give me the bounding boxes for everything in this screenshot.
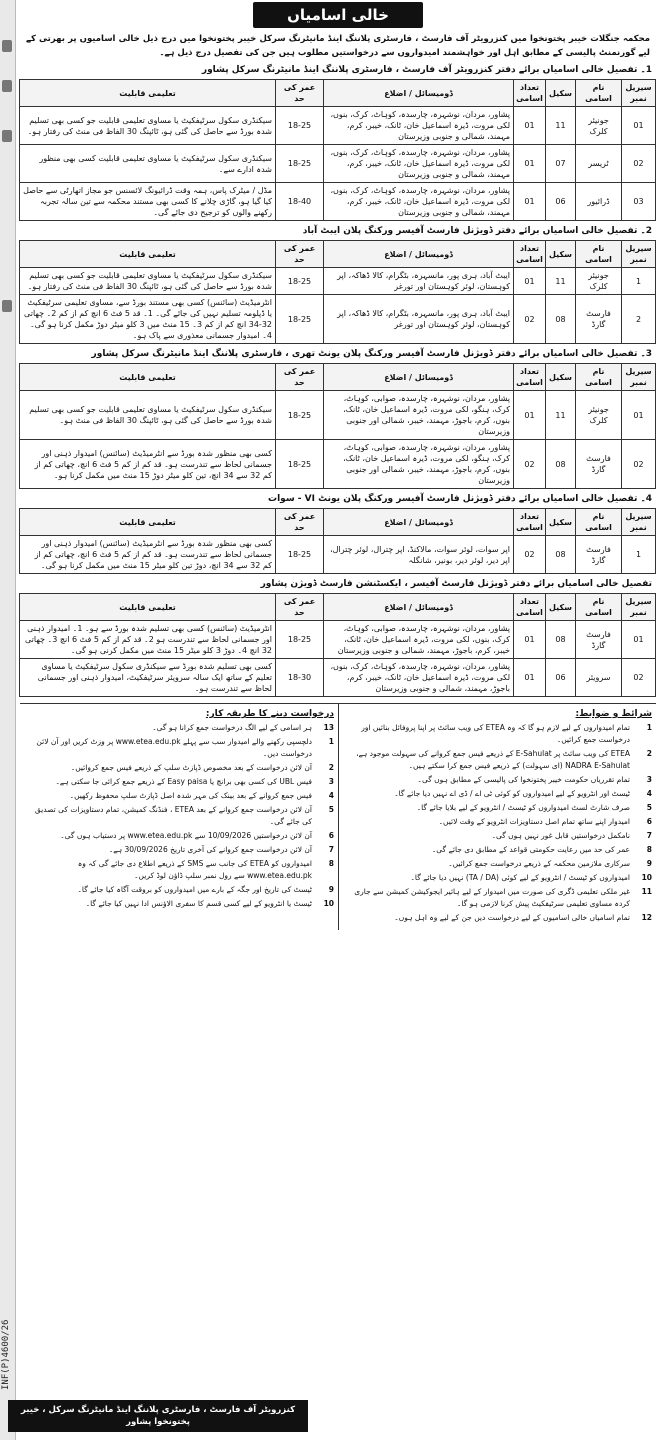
column-header-domicile: ڈومیسائل / اضلاع [324,241,514,268]
item-number: 2 [328,763,334,772]
list-item [24,898,334,910]
column-header-qualification: تعلیمی قابلیت [20,364,276,391]
item-number: 8 [328,859,334,868]
item-text: امیدواروں کو ٹیسٹ / انٹرویو کے لیے کوئی (TA / DA) نہیں دیا جائے گا۔ [410,873,630,882]
item-text: ٹیسٹ کی تاریخ اور جگہ کے بارے میں امیدواروں کو بروقت آگاہ کیا جائے گا۔ [77,885,312,894]
issuing-office: کنزرویٹر آف فارسٹ ، فارسٹری پلاننگ اینڈ مانیٹرنگ سرکل ، خیبر پختونخوا پشاور [8,1400,308,1432]
column-header-post: نام اسامی [576,594,622,621]
cell-count: 02 [514,295,546,344]
list-item [24,722,334,734]
cell-serial: 1 [622,536,656,574]
item-text: آن لائن درخواست کے بعد مخصوص ڈپازٹ سلپ کے ذریعے فیس جمع کروائیں۔ [70,763,312,772]
cell-domicile: پشاور، مردان، نوشہرہ، چارسدہ، صوابی، کوہاٹ، کرک، ہنگو، لکی مروت، ڈیرہ اسماعیل خان، ٹانک، بنوں، کرم، باجوڑ، مہمند، خیبر، شمالی اور جنوبی وزیرستان [324,440,514,489]
cell-domicile: پشاور، مردان، نوشہرہ، چارسدہ، کوہاٹ، کرک، بنوں، لکی مروت، ڈیرہ اسماعیل خان، ٹانک، خیبر، کرم، مہمند، شمالی و جنوبی وزیرستان [324,145,514,183]
cell-scale: 08 [546,440,576,489]
cell-age: 18-25 [276,536,324,574]
cell-scale: 07 [546,145,576,183]
procedure-list [24,722,334,910]
section-heading: 3۔ تفصیل خالی اسامیاں برائے دفتر ڈویژنل فارسٹ آفیسر ورکنگ پلان یونٹ تھری ، فارسٹری پلاننگ اینڈ مانیٹرنگ سرکل پشاور [91,349,652,359]
list-item [343,774,652,786]
column-header-domicile: ڈومیسائل / اضلاع [324,594,514,621]
column-header-scale: سکیل [546,509,576,536]
cell-scale: 08 [546,621,576,659]
item-text: سرکاری ملازمین محکمہ کے ذریعے درخواست جمع کرائیں۔ [448,859,630,868]
cell-age: 18-25 [276,391,324,440]
column-header-scale: سکیل [546,80,576,107]
item-number: 3 [328,777,334,786]
item-number: 8 [646,845,652,854]
table-row [20,295,656,344]
table-row [20,107,656,145]
cell-domicile: پشاور، مردان، نوشہرہ، چارسدہ، صوابی، کوہاٹ، کرک، بنوں، لکی مروت، ڈیرہ اسماعیل خان، ٹانک، خیبر، کرم، باجوڑ، مہمند، شمالی و جنوبی وزیرستان [324,621,514,659]
column-header-count: تعداد اسامی [514,241,546,268]
cell-count: 01 [514,107,546,145]
column-header-age: عمر کی حد [276,364,324,391]
procedure-column [20,704,338,930]
cell-age: 18-25 [276,295,324,344]
cell-domicile: پشاور، مردان، نوشہرہ، چارسدہ، کوہاٹ، کرک، بنوں، لکی مروت، ڈیرہ اسماعیل خان، ٹانک، خیبر، کرم، مہمند، شمالی و جنوبی وزیرستان [324,107,514,145]
cell-scale: 11 [546,268,576,295]
table-row [20,268,656,295]
column-header-post: نام اسامی [576,509,622,536]
item-number: 11 [641,887,652,896]
item-text: ہر اسامی کے لیے الگ درخواست جمع کرانا ہو گی۔ [152,723,312,732]
edge-mark [2,80,12,92]
cell-count: 01 [514,268,546,295]
column-header-count: تعداد اسامی [514,364,546,391]
conditions-title: شرائط و ضوابط: [575,709,652,719]
list-item [24,790,334,802]
column-header-serial: سیریل نمبر [622,509,656,536]
cell-count: 01 [514,145,546,183]
cell-serial: 02 [622,145,656,183]
list-item [24,736,334,760]
info-code: INF(P)4600/26 [1,1319,11,1390]
section-heading: تفصیل خالی اسامیاں برائے دفتر ڈویژنل فارسٹ آفیسر ، ایکسٹنشن فارسٹ ڈویژن پشاور [260,579,652,589]
cell-serial: 01 [622,621,656,659]
cell-serial: 02 [622,659,656,697]
cell-serial: 01 [622,391,656,440]
intro-paragraph: محکمہ جنگلات خیبر پختونخوا میں کنزرویٹر آف فارسٹ ، فارسٹری پلاننگ اینڈ مانیٹرنگ سرکل خیبر پختونخوا میں درج ذیل خالی اسامیوں پر بھرتی کے لیے گورنمنٹ پالیسی کے مطابق اہل اور خواہشمند امیدواروں سے درخواستیں مطلوب ہیں جن کی تفصیل درج ذیل ہے۔ [26,34,650,58]
column-header-scale: سکیل [546,241,576,268]
item-text: عمر کی حد میں رعایت حکومتی قواعد کے مطابق دی جائے گی۔ [431,845,630,854]
item-number: 7 [646,831,652,840]
item-text: تمام امیدواروں کے لیے لازم ہو گا کہ وہ ETEA کی ویب سائٹ پر اپنا پروفائل بنائیں اور درخواست جمع کرائیں۔ [361,723,630,744]
cell-serial: 2 [622,295,656,344]
cell-age: 18-25 [276,107,324,145]
item-text: تمام اسامیاں خالی اسامیوں کے لیے درخواست دیں جن کے لیے وہ اہل ہوں۔ [394,913,630,922]
cell-domicile: پشاور، مردان، نوشہرہ، چارسدہ، صوابی، کوہاٹ، کرک، ہنگو، لکی مروت، ڈیرہ اسماعیل خان، ٹانک، بنوں، کرم، باجوڑ، مہمند، خیبر، شمالی اور جنوبی وزیرستان [324,391,514,440]
table-header-row [20,594,656,621]
table-row [20,183,656,221]
item-number: 6 [328,831,334,840]
edge-mark [2,130,12,142]
cell-qualification: سیکنڈری سکول سرٹیفکیٹ یا مساوی تعلیمی قابلیت جو کسی بھی تسلیم شدہ بورڈ سے حاصل کی گئی ہو، ٹائپنگ 30 الفاظ فی منٹ کی رفتار ہو۔ [20,268,276,295]
item-text: ٹیسٹ اور انٹرویو کے لیے امیدواروں کو کوئی ٹی اے / ڈی اے نہیں دیا جائے گا۔ [394,789,630,798]
cell-age: 18-25 [276,440,324,489]
section-heading: 2۔ تفصیل خالی اسامیاں برائے دفتر ڈویژنل فارسٹ آفیسر ورکنگ پلان ایبٹ آباد [302,226,652,236]
column-header-count: تعداد اسامی [514,509,546,536]
item-number: 2 [646,749,652,758]
item-number: 1 [328,737,334,746]
column-header-age: عمر کی حد [276,241,324,268]
item-number: 5 [328,805,334,814]
cell-serial: 03 [622,183,656,221]
column-header-serial: سیریل نمبر [622,364,656,391]
table-row [20,145,656,183]
list-item [343,816,652,828]
cell-domicile: پشاور، مردان، نوشہرہ، چارسدہ، کوہاٹ، کرک، بنوں، لکی مروت، ڈیرہ اسماعیل خان، ٹانک، خیبر، کرم، باجوڑ، مہمند، شمالی و جنوبی وزیرستان [324,659,514,697]
vacancy-table [19,363,656,489]
item-text: نامکمل درخواستیں قابل غور نہیں ہوں گی۔ [491,831,630,840]
section-heading: 1۔ تفصیل خالی اسامیاں برائے دفتر کنزرویٹر آف فارسٹ ، فارسٹری پلاننگ اینڈ مانیٹرنگ سرکل پشاور [201,65,652,75]
table-header-row [20,80,656,107]
list-item [343,858,652,870]
cell-serial: 01 [622,107,656,145]
cell-qualification: کسی بھی منظور شدہ بورڈ سے انٹرمیڈیٹ (سائنس) امیدوار ذہنی اور جسمانی لحاظ سے تندرست ہو۔ قد کم از کم 5 فٹ 6 انچ، چھاتی کم از کم 32 سے 34 انچ، تین کلو میٹر دوڑ 15 منٹ میں مکمل کرنا ہو۔ [20,440,276,489]
cell-scale: 08 [546,536,576,574]
column-header-serial: سیریل نمبر [622,80,656,107]
cell-scale: 11 [546,107,576,145]
cell-scale: 08 [546,295,576,344]
advertisement-page [20,0,656,1440]
cell-domicile: اپر سوات، لوئر سوات، مالاکنڈ، اپر چترال، لوئر چترال، اپر دیر، لوئر دیر، بونیر، شانگلہ [324,536,514,574]
list-item [343,912,652,924]
item-text: آن لائن درخواست جمع کروانے کے بعد ETEA ، فنڈنگ کمیشن، تمام دستاویزات کی تصدیق کی جائے گی۔ [34,805,312,826]
conditions-list [343,722,652,924]
item-number: 10 [323,899,334,908]
cell-post: فارسٹ گارڈ [576,440,622,489]
column-header-serial: سیریل نمبر [622,594,656,621]
cell-count: 02 [514,536,546,574]
cell-qualification: کسی بھی منظور شدہ بورڈ سے انٹرمیڈیٹ (سائنس) امیدوار ذہنی اور جسمانی لحاظ سے تندرست ہو۔ قد کم از کم 5 فٹ 6 انچ، چھاتی کم از کم 32 سے 34 انچ، دوڑ تین کلو میٹر 15 منٹ میں مکمل کرنا ہو گی۔ [20,536,276,574]
table-row [20,659,656,697]
cell-qualification: کسی بھی تسلیم شدہ بورڈ سے سیکنڈری سکول سرٹیفکیٹ یا مساوی تعلیم کے ساتھ ایک سالہ سرویئر سرٹیفکیٹ، امیدوار ذہنی اور جسمانی لحاظ سے تندرست ہو۔ [20,659,276,697]
list-item [343,830,652,842]
item-number: 9 [328,885,334,894]
cell-post: ٹریسر [576,145,622,183]
column-header-qualification: تعلیمی قابلیت [20,80,276,107]
item-text: تمام تقرریاں حکومت خیبر پختونخوا کی پالیسی کے مطابق ہوں گی۔ [417,775,630,784]
column-header-qualification: تعلیمی قابلیت [20,509,276,536]
list-item [24,884,334,896]
item-number: 13 [323,723,334,732]
cell-age: 18-40 [276,183,324,221]
column-header-post: نام اسامی [576,364,622,391]
item-text: صرف شارٹ لسٹ امیدواروں کو ٹیسٹ / انٹرویو کے لیے بلایا جائے گا۔ [416,803,630,812]
cell-post: سرویئر [576,659,622,697]
cell-post: فارسٹ گارڈ [576,536,622,574]
list-item [24,830,334,842]
list-item [343,788,652,800]
table-header-row [20,509,656,536]
cell-age: 18-25 [276,268,324,295]
procedure-title: درخواست دینے کا طریقہ کار: [205,709,334,719]
page-title: خالی اسامیاں [253,2,423,28]
cell-count: 01 [514,659,546,697]
list-item [24,804,334,828]
cell-scale: 06 [546,659,576,697]
vacancy-table [19,593,656,697]
column-header-qualification: تعلیمی قابلیت [20,594,276,621]
item-number: 4 [328,791,334,800]
conditions-column [338,704,656,930]
notes-area [20,703,656,930]
item-number: 10 [641,873,652,882]
cell-post: جونیئر کلرک [576,107,622,145]
cell-count: 01 [514,391,546,440]
item-number: 6 [646,817,652,826]
item-number: 7 [328,845,334,854]
cell-post: فارسٹ گارڈ [576,621,622,659]
table-row [20,621,656,659]
column-header-domicile: ڈومیسائل / اضلاع [324,509,514,536]
cell-scale: 11 [546,391,576,440]
list-item [343,844,652,856]
cell-qualification: سیکنڈری سکول سرٹیفکیٹ یا مساوی تعلیمی قابلیت جو کسی بھی تسلیم شدہ بورڈ سے حاصل کی گئی ہو، ٹائپنگ 30 الفاظ فی منٹ کی رفتار ہو۔ [20,107,276,145]
column-header-post: نام اسامی [576,80,622,107]
item-number: 1 [646,723,652,732]
vacancy-table [19,508,656,574]
edge-mark [2,40,12,52]
vacancy-table [19,79,656,221]
cell-post: فارسٹ گارڈ [576,295,622,344]
list-item [343,886,652,910]
list-item [24,858,334,882]
table-header-row [20,364,656,391]
item-number: 4 [646,789,652,798]
item-text: فیس جمع کروانے کے بعد بینک کی مہر شدہ اصل ڈپازٹ سلپ محفوظ رکھیں۔ [69,791,312,800]
item-text: ETEA کی ویب سائٹ پر E-Sahulat کے ذریعے فیس جمع کروانے کی سہولت موجود ہے، NADRA E-Sahulat (ای سہولت) کے ذریعے فیس جمع کرا سکتے ہیں۔ [356,749,630,770]
list-item [24,776,334,788]
item-text: امیدواروں کو ETEA کی جانب سے SMS کے ذریعے اطلاع دی جائے گی کہ وہ www.etea.edu.pk سے رول نمبر سلپ ڈاؤن لوڈ کریں۔ [77,859,312,880]
item-text: آن لائن درخواست جمع کروانے کی آخری تاریخ 30/09/2026 ہے۔ [108,845,312,854]
cell-age: 18-25 [276,621,324,659]
column-header-domicile: ڈومیسائل / اضلاع [324,80,514,107]
cell-qualification: سیکنڈری سکول سرٹیفکیٹ یا مساوی تعلیمی قابلیت کسی بھی منظور شدہ ادارے سے۔ [20,145,276,183]
column-header-post: نام اسامی [576,241,622,268]
column-header-domicile: ڈومیسائل / اضلاع [324,364,514,391]
cell-age: 18-25 [276,145,324,183]
edge-mark [2,300,12,312]
column-header-age: عمر کی حد [276,509,324,536]
vacancy-table [19,240,656,344]
item-text: ٹیسٹ یا انٹرویو کے لیے کسی قسم کا سفری الاؤنس ادا نہیں کیا جائے گا۔ [85,899,312,908]
cell-post: جونیئر کلرک [576,391,622,440]
column-header-count: تعداد اسامی [514,594,546,621]
column-header-serial: سیریل نمبر [622,241,656,268]
cell-domicile: ایبٹ آباد، ہری پور، مانسہرہ، بٹگرام، کالا ڈھاکہ، اپر کوہستان، لوئر کوہستان اور تورغر [324,268,514,295]
item-number: 5 [646,803,652,812]
table-header-row [20,241,656,268]
cell-qualification: مڈل / میٹرک پاس، ہمہ وقت ڈرائیونگ لائسنس جو مجاز اتھارٹی سے حاصل کیا گیا ہو، گاڑی چلانے کا کسی بھی مستند محکمہ سے تین سالہ تجربہ رکھنے والوں کو ترجیح دی جائے گی۔ [20,183,276,221]
list-item [343,802,652,814]
item-text: دلچسپی رکھنے والے امیدوار سب سے پہلے www.etea.edu.pk پر وزٹ کریں اور آن لائن درخواست دیں۔ [36,737,312,758]
item-number: 12 [641,913,652,922]
table-row [20,536,656,574]
column-header-age: عمر کی حد [276,80,324,107]
item-number: 3 [646,775,652,784]
cell-domicile: ایبٹ آباد، ہری پور، مانسہرہ، بٹگرام، کالا ڈھاکہ، اپر کوہستان، لوئر کوہستان اور تورغر [324,295,514,344]
item-text: امیدوار اپنے ساتھ تمام اصل دستاویزات انٹرویو کے وقت لائیں۔ [438,817,630,826]
cell-domicile: پشاور، مردان، نوشہرہ، چارسدہ، کوہاٹ، کرک، بنوں، لکی مروت، ڈیرہ اسماعیل خان، ٹانک، خیبر، کرم، مہمند، شمالی و جنوبی وزیرستان [324,183,514,221]
cell-qualification: انٹرمیڈیٹ (سائنس) کسی بھی تسلیم شدہ بورڈ سے ہو۔ 1۔ امیدوار ذہنی اور جسمانی لحاظ سے تندرست ہو 2۔ قد کم از کم 5 فٹ 6 انچ 3۔ چھاتی 32 انچ 4۔ دوڑ 3 کلو میٹر 15 منٹ میں مکمل کرنی ہو گی۔ [20,621,276,659]
cell-count: 01 [514,183,546,221]
column-header-count: تعداد اسامی [514,80,546,107]
list-item [343,722,652,746]
column-header-age: عمر کی حد [276,594,324,621]
column-header-scale: سکیل [546,364,576,391]
column-header-scale: سکیل [546,594,576,621]
item-text: فیس UBL کی کسی بھی برانچ یا Easy paisa کے ذریعے جمع کرائی جا سکتی ہے۔ [55,777,312,786]
list-item [24,844,334,856]
table-row [20,391,656,440]
cell-count: 01 [514,621,546,659]
cell-post: جونیئر کلرک [576,268,622,295]
item-number: 9 [646,859,652,868]
cell-qualification: سیکنڈری سکول سرٹیفکیٹ یا مساوی تعلیمی قابلیت جو کسی بھی تسلیم شدہ بورڈ سے حاصل کی گئی ہو، ٹائپنگ 30 الفاظ فی منٹ ہو۔ [20,391,276,440]
cell-qualification: انٹرمیڈیٹ (سائنس) کسی بھی مستند بورڈ سے، مساوی تعلیمی سرٹیفکیٹ یا ڈپلومہ تسلیم نہیں کی جائے گی۔ 1۔ قد 5 فٹ 6 انچ کم از کم 2۔ چھاتی 32-34 انچ کم از کم 3۔ 15 منٹ میں 3 کلو میٹر دوڑ مکمل کرنا ہو گی۔ 4۔ امیدوار جسمانی معذوری سے پاک ہو۔ [20,295,276,344]
cell-count: 02 [514,440,546,489]
section-heading: 4۔ تفصیل خالی اسامیاں برائے دفتر ڈویژنل فارسٹ آفیسر ورکنگ پلان یونٹ VI - سوات [268,494,652,504]
cell-scale: 06 [546,183,576,221]
list-item [343,872,652,884]
list-item [24,762,334,774]
list-item [343,748,652,772]
item-text: غیر ملکی تعلیمی ڈگری کی صورت میں امیدوار کے لیے ہائیر ایجوکیشن کمیشن سے جاری کردہ مساوی تعلیمی سرٹیفکیٹ پیش کرنا لازمی ہو گا۔ [354,887,630,908]
sections-container [20,64,656,697]
cell-age: 18-30 [276,659,324,697]
table-row [20,440,656,489]
column-header-qualification: تعلیمی قابلیت [20,241,276,268]
cell-serial: 1 [622,268,656,295]
cell-post: ڈرائیور [576,183,622,221]
item-text: آن لائن درخواستیں 10/09/2026 سے www.etea.edu.pk پر دستیاب ہوں گی۔ [60,831,312,840]
cell-serial: 02 [622,440,656,489]
